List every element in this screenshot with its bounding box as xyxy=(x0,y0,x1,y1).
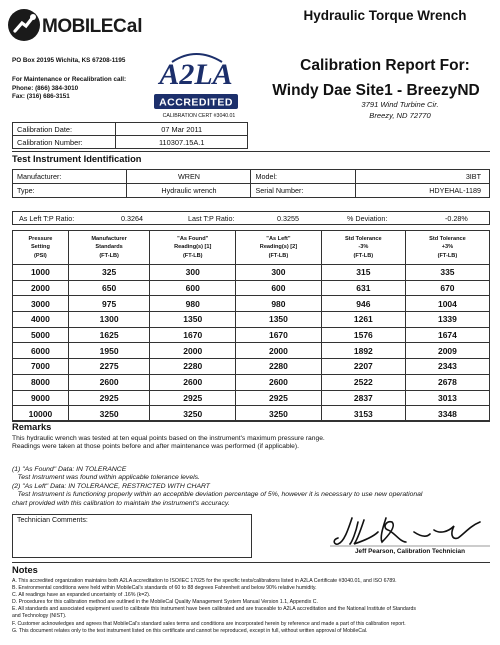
fax: Fax: (316) 686-3151 xyxy=(12,93,70,100)
company-address: PO Box 20195 Wichita, KS 67208-1195 xyxy=(12,57,126,64)
column-header-line: Manufacturer xyxy=(91,235,127,242)
table-cell: 650 xyxy=(68,280,150,296)
svg-text:A2LA: A2LA xyxy=(159,58,233,91)
table-row xyxy=(13,343,490,359)
phone: Phone: (866) 384-3010 xyxy=(12,84,79,92)
table-cell: 1892 xyxy=(321,343,405,359)
remarks-line: Readings were taken at those points before and after maintenance was performed (if applicable). xyxy=(12,443,299,451)
note-item: E. All standards and associated equipment used to calibrate this instrument have been calibrated and are traceable to A2LA accreditation and the National Institute of Standards xyxy=(12,606,417,613)
column-header-line: -3% xyxy=(358,244,369,251)
mobilecal-logo xyxy=(6,5,154,45)
column-header-line: Std Tolerance xyxy=(345,235,382,242)
column-header-line: +3% xyxy=(441,244,454,251)
note-item: A. This accredited organization maintains both A2LA accreditation to ISO/IEC 17025 for the specific tests/calibrations listed in A2LA Certificate #3040.01, and ISO 6789. xyxy=(12,578,397,584)
column-header-line: Standards xyxy=(95,244,123,251)
column-header-line: (PSI) xyxy=(34,252,47,259)
notes-list xyxy=(12,578,494,635)
column-header-line: Pressure xyxy=(28,235,53,242)
table-cell: 3250 xyxy=(236,406,322,422)
as-left-ratio-value: 0.3264 xyxy=(121,213,143,223)
table-cell: 4000 xyxy=(13,312,69,328)
note-item: C. All readings have an expanded uncertainty of .16% (k=2). xyxy=(12,592,151,599)
table-cell: 3153 xyxy=(321,406,405,422)
customer-name: Windy Dae Site1 - BreezyND xyxy=(272,82,480,99)
calibration-data-table xyxy=(12,230,490,422)
as-left-ratio-label: As Left T:P Ratio: xyxy=(19,213,75,223)
as-found-result: (1) "As Found" Data: IN TOLERANCE xyxy=(12,466,127,473)
divider xyxy=(12,151,490,152)
table-cell: 2280 xyxy=(236,359,322,375)
instrument-section-title: Test Instrument Identification xyxy=(12,154,142,164)
table-cell: 1670 xyxy=(236,327,322,343)
report-for-heading: Calibration Report For: xyxy=(300,57,470,74)
calibration-number-label: Calibration Number: xyxy=(13,136,116,149)
table-row xyxy=(13,390,490,406)
table-cell: 325 xyxy=(68,265,150,281)
column-header-line: (FT-LB) xyxy=(182,252,203,259)
divider xyxy=(12,420,490,421)
column-header-line: Std Tolerance xyxy=(429,235,466,242)
table-cell: 1674 xyxy=(405,327,489,343)
column-header xyxy=(150,231,236,265)
note-item: F. Customer acknowledges and agrees that MobileCal's standard sales terms and conditions are incorporated herein by reference and made a part of this calibration report. xyxy=(12,620,406,627)
technician-comments-box xyxy=(12,514,252,558)
table-cell: 2343 xyxy=(405,359,489,375)
table-cell: 315 xyxy=(321,265,405,281)
table-cell: 1576 xyxy=(321,327,405,343)
table-cell: 3000 xyxy=(13,296,69,312)
note-item: and Technology (NIST). xyxy=(12,613,67,620)
company-contact xyxy=(12,76,126,102)
a2la-cert-number: CALIBRATION CERT #3040.01 xyxy=(162,113,236,119)
deviation-value: -0.28% xyxy=(445,213,468,223)
model-value: 3IBT xyxy=(356,170,490,184)
customer-street: 3791 Wind Turbine Cir. xyxy=(361,100,439,109)
tolerance-results xyxy=(12,466,490,508)
table-cell: 1261 xyxy=(321,312,405,328)
table-cell: 2009 xyxy=(405,343,489,359)
table-row xyxy=(13,296,490,312)
table-cell: 3013 xyxy=(405,390,489,406)
column-header xyxy=(321,231,405,265)
remarks-line: This hydraulic wrench was tested at ten equal points based on the instrument's maximum pressure range. xyxy=(12,435,325,442)
serial-label: Serial Number: xyxy=(251,184,356,198)
remarks-text xyxy=(12,435,490,451)
table-row xyxy=(13,327,490,343)
column-header xyxy=(236,231,322,265)
table-cell: 1339 xyxy=(405,312,489,328)
model-label: Model: xyxy=(251,170,356,184)
table-cell: 980 xyxy=(236,296,322,312)
as-left-result: (2) "As Left" Data: IN TOLERANCE, RESTRICTED WITH CHART xyxy=(12,482,210,490)
column-header-line: (FT-LB) xyxy=(353,252,374,259)
table-cell: 3348 xyxy=(405,406,489,422)
table-cell: 670 xyxy=(405,280,489,296)
table-cell: 2678 xyxy=(405,374,489,390)
table-cell: 7000 xyxy=(13,359,69,375)
calibration-date-value: 07 Mar 2011 xyxy=(116,123,248,136)
table-cell: 980 xyxy=(150,296,236,312)
table-cell: 5000 xyxy=(13,327,69,343)
table-cell: 335 xyxy=(405,265,489,281)
svg-text:Cal: Cal xyxy=(113,16,143,37)
as-left-detail-cont: chart provided with this calibration to maintain the instrument's accuracy. xyxy=(12,499,230,507)
table-cell: 1625 xyxy=(68,327,150,343)
technician-name: Jeff Pearson, Calibration Technician xyxy=(355,548,465,555)
column-header-line: (FT-LB) xyxy=(268,252,289,259)
last-ratio-value: 0.3255 xyxy=(277,213,299,223)
table-cell: 2275 xyxy=(68,359,150,375)
customer-address xyxy=(340,100,460,121)
report-title: Hydraulic Torque Wrench xyxy=(303,8,467,23)
table-cell: 975 xyxy=(68,296,150,312)
table-cell: 2925 xyxy=(150,390,236,406)
column-header xyxy=(68,231,150,265)
customer-city: Breezy, ND 72770 xyxy=(369,110,431,120)
table-cell: 2925 xyxy=(68,390,150,406)
table-cell: 600 xyxy=(150,280,236,296)
table-cell: 946 xyxy=(321,296,405,312)
calibration-number-value: 110307.15A.1 xyxy=(116,136,248,149)
divider xyxy=(12,562,490,563)
a2la-accredited-logo xyxy=(150,48,242,118)
manufacturer-label: Manufacturer: xyxy=(13,170,127,184)
table-row xyxy=(13,280,490,296)
table-cell: 2925 xyxy=(236,390,322,406)
column-header-line: "As Found" xyxy=(177,235,209,242)
ratio-bar xyxy=(12,211,490,225)
table-cell: 2207 xyxy=(321,359,405,375)
technician-signature xyxy=(330,512,490,548)
note-item: B. Environmental conditions were held within MobileCal's standards of 60 to 88 degrees Fahrenheit and below 90% relative humidity. xyxy=(12,585,317,592)
table-cell: 2522 xyxy=(321,374,405,390)
table-cell: 2837 xyxy=(321,390,405,406)
maintenance-label: For Maintenance or Recalibration call: xyxy=(12,76,127,83)
instrument-table xyxy=(12,169,490,198)
table-cell: 6000 xyxy=(13,343,69,359)
table-cell: 9000 xyxy=(13,390,69,406)
calibration-info-table xyxy=(12,122,248,149)
table-cell: 2000 xyxy=(236,343,322,359)
column-header-line: "As Left" xyxy=(266,235,291,242)
deviation-label: % Deviation: xyxy=(347,213,388,223)
table-cell: 1004 xyxy=(405,296,489,312)
table-cell: 2000 xyxy=(13,280,69,296)
as-left-detail: Test Instrument is functioning properly within an acceptible deviation percentage of 5%, however it is necessary to use new operational xyxy=(12,491,423,499)
table-row xyxy=(13,359,490,375)
last-ratio-label: Last T:P Ratio: xyxy=(188,213,235,223)
column-header-line: Reading(s) [2] xyxy=(259,244,298,251)
table-cell: 2600 xyxy=(150,374,236,390)
table-cell: 1000 xyxy=(13,265,69,281)
manufacturer-value: WREN xyxy=(127,170,251,184)
column-header-line: (FT-LB) xyxy=(99,252,119,259)
type-value: Hydraulic wrench xyxy=(127,184,251,198)
table-cell: 2280 xyxy=(150,359,236,375)
note-item: G. This document relates only to the test instrument listed on this certificate and cannot be reproduced, except in full, without written approval of MobileCal. xyxy=(12,627,368,634)
remarks-title: Remarks xyxy=(12,422,52,432)
table-cell: 300 xyxy=(236,265,322,281)
table-cell: 3250 xyxy=(150,406,236,422)
column-header-line: Reading(s) [1] xyxy=(174,244,212,251)
note-item: D. Procedures for this calibration method are outlined in the MobileCal Quality Management System Manual Version 1.1, Appendix C. xyxy=(12,599,318,606)
table-cell: 300 xyxy=(150,265,236,281)
table-row xyxy=(13,312,490,328)
serial-value: HDYEHAL-1189 xyxy=(356,184,490,198)
column-header xyxy=(13,231,69,265)
table-cell: 2600 xyxy=(68,374,150,390)
table-row xyxy=(13,374,490,390)
svg-text:MOBILE: MOBILE xyxy=(42,16,113,37)
type-label: Type: xyxy=(13,184,127,198)
svg-text:ACCREDITED: ACCREDITED xyxy=(159,96,233,109)
column-header-line: (FT-LB) xyxy=(437,252,458,259)
table-cell: 600 xyxy=(236,280,322,296)
table-row xyxy=(13,265,490,281)
table-cell: 2000 xyxy=(150,343,236,359)
column-header xyxy=(405,231,489,265)
calibration-date-label: Calibration Date: xyxy=(13,123,116,136)
column-header-line: Setting xyxy=(30,244,50,251)
table-cell: 1950 xyxy=(68,343,150,359)
table-cell: 3250 xyxy=(68,406,150,422)
notes-title: Notes xyxy=(12,565,38,575)
table-cell: 1670 xyxy=(150,327,236,343)
as-found-detail: Test Instrument was found within applicable tolerance levels. xyxy=(12,474,200,482)
table-cell: 631 xyxy=(321,280,405,296)
table-cell: 8000 xyxy=(13,374,69,390)
technician-comments-label: Technician Comments: xyxy=(17,517,88,524)
table-cell: 1300 xyxy=(68,312,150,328)
table-header-row xyxy=(13,231,490,265)
table-cell: 10000 xyxy=(13,406,69,422)
table-cell: 1350 xyxy=(150,312,236,328)
table-cell: 1350 xyxy=(236,312,322,328)
table-cell: 2600 xyxy=(236,374,322,390)
